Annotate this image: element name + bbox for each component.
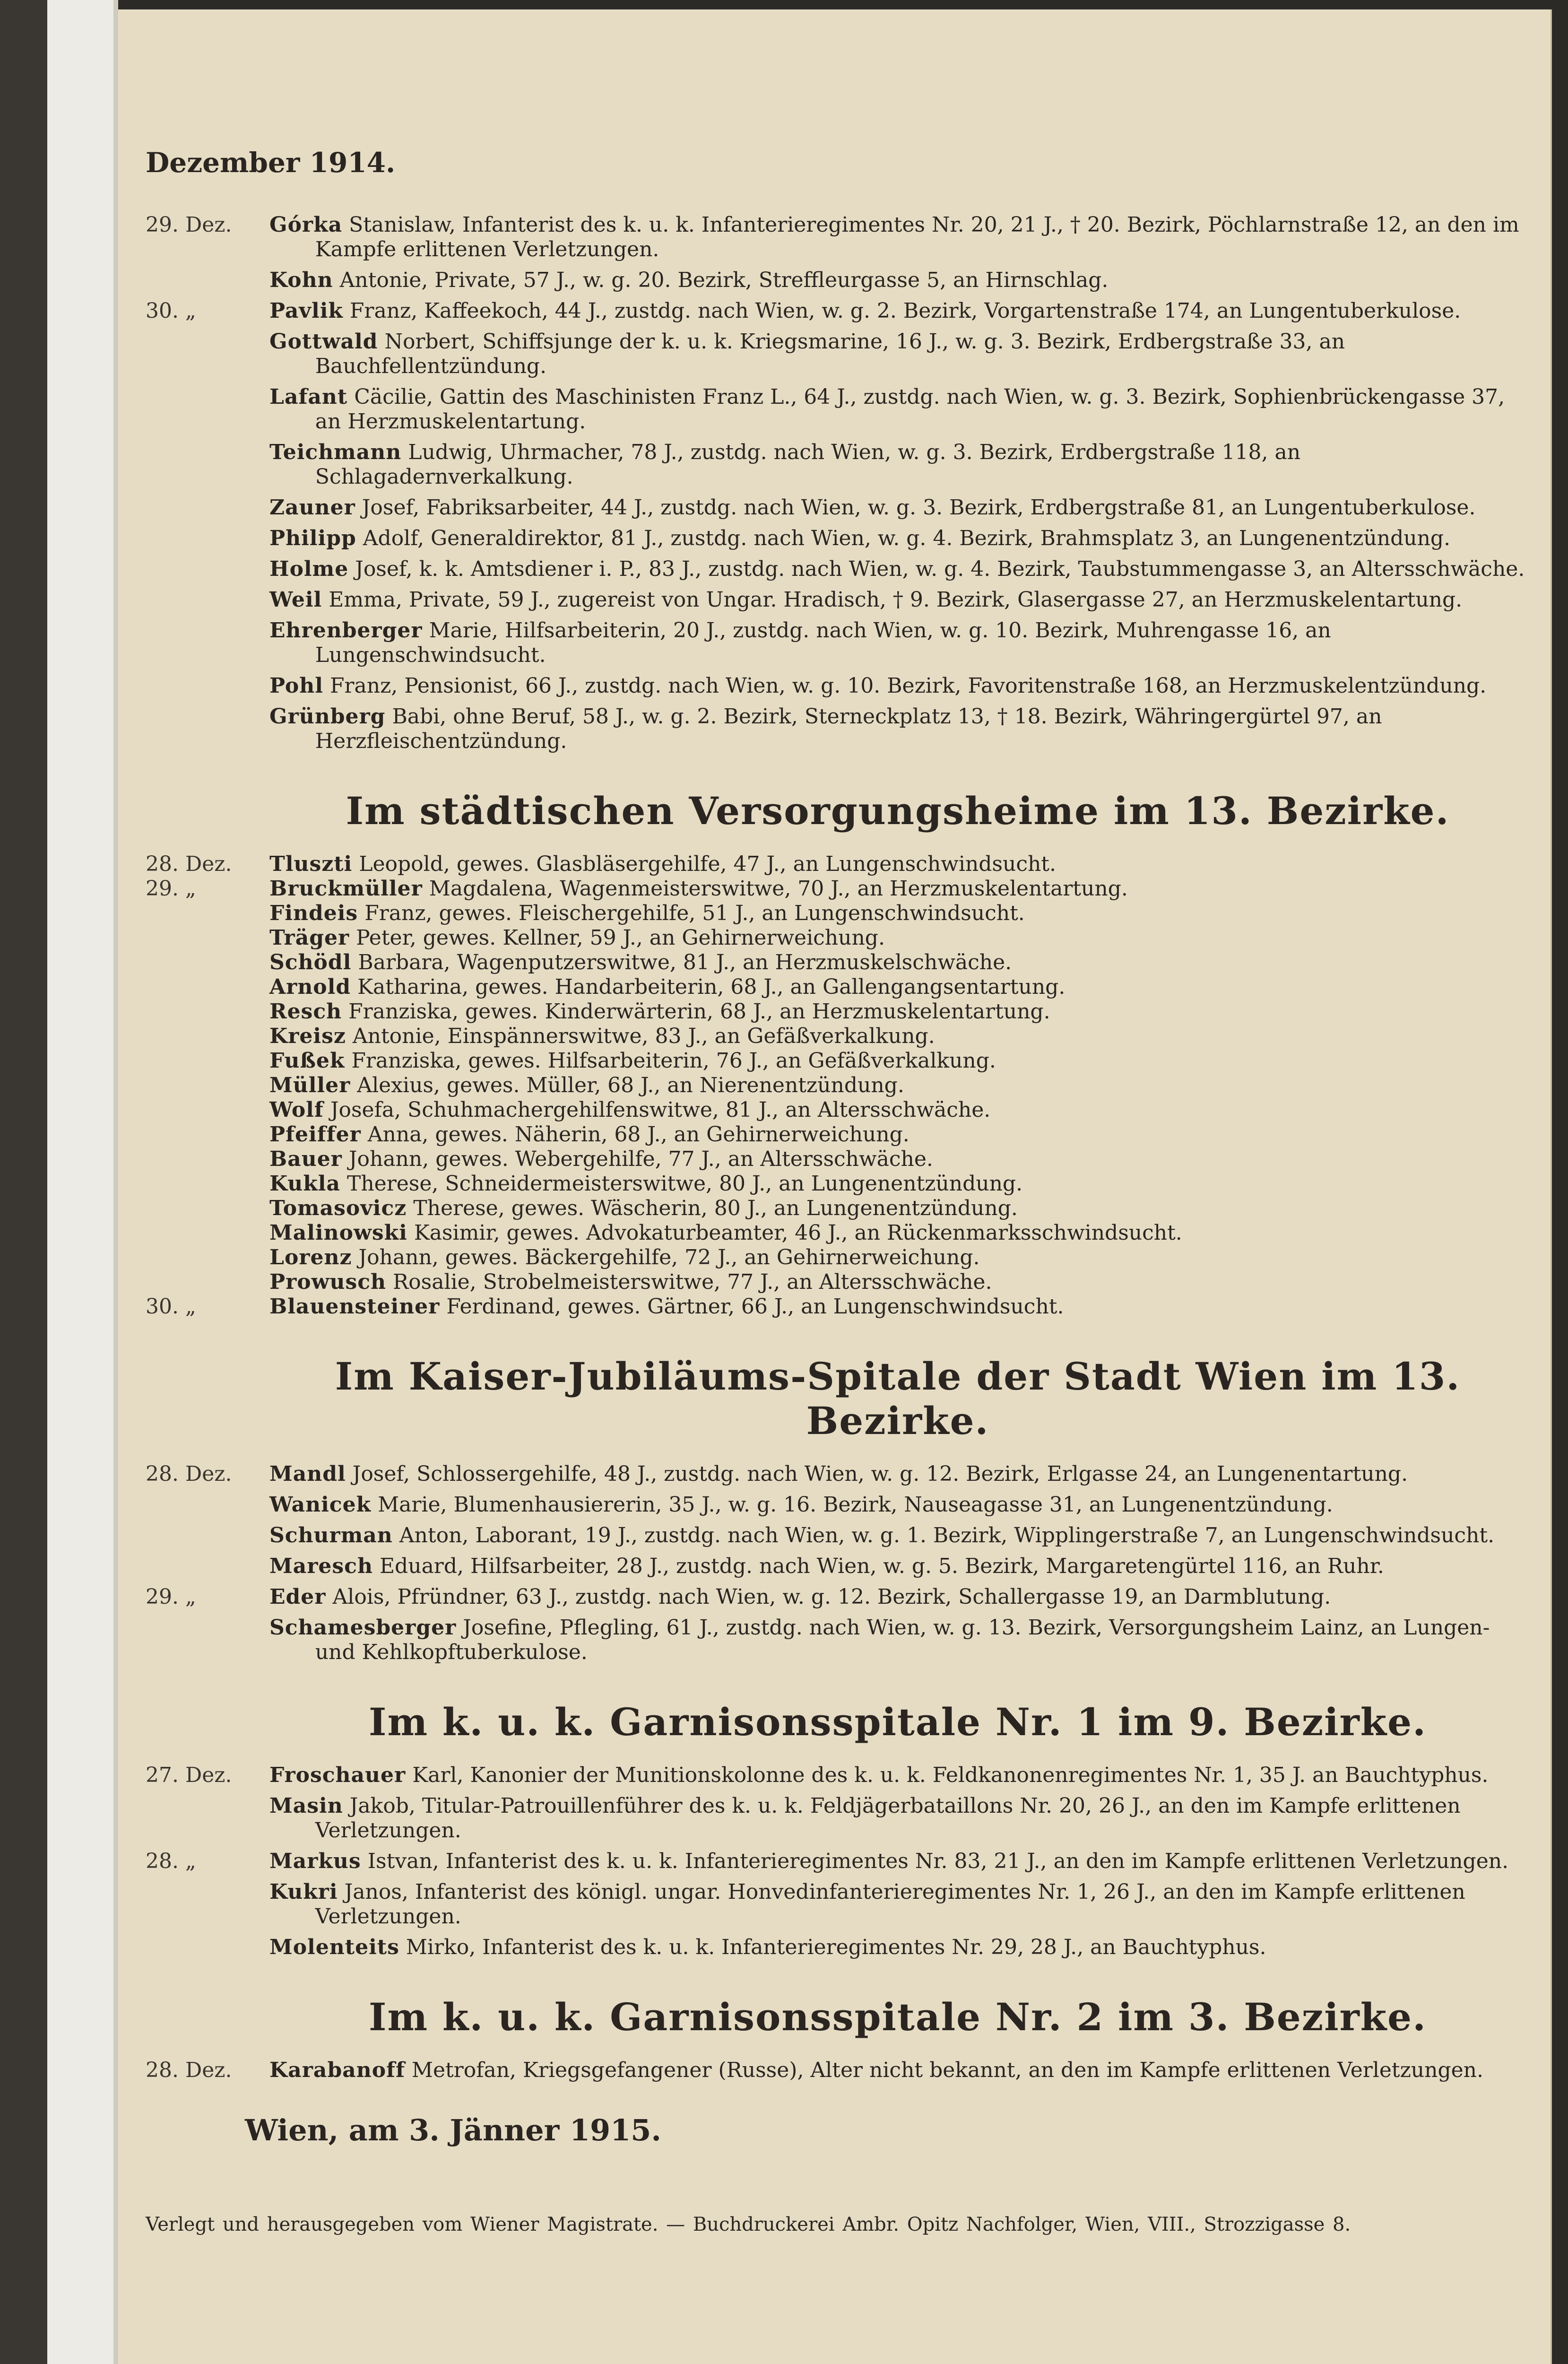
entry-surname: Eder (269, 1585, 326, 1609)
section-heading: Im k. u. k. Garnisonsspitale Nr. 2 im 3. Bezirke. (369, 1995, 1427, 2039)
entry-text (269, 1493, 1532, 1517)
entry-details: Babi, ohne Beruf, 58 J., w. g. 2. Bezirk, Sterneckplatz 13, † 18. Bezirk, Währingergürtel 97, an Herzfleischentzündung. (315, 704, 1382, 753)
entry-surname: Molenteits (269, 1935, 399, 1959)
entry-surname: Schamesberger (269, 1616, 457, 1640)
entry-surname: Malinowski (269, 1221, 407, 1245)
entry-date (146, 1122, 269, 1147)
entry-surname: Holme (269, 557, 349, 581)
entry-surname: Philipp (269, 526, 356, 550)
death-entry (146, 1147, 1532, 1172)
entry-surname: Karabanoff (269, 2058, 405, 2082)
entry-details: Josef, Schlossergehilfe, 48 J., zustdg. nach Wien, w. g. 12. Bezirk, Erlgasse 24, an Lungenentartung. (346, 1462, 1408, 1486)
institution-section (146, 789, 1532, 1319)
entry-text (269, 268, 1532, 293)
entry-date (146, 330, 269, 379)
entry-text (269, 1585, 1532, 1609)
entry-text (269, 385, 1532, 434)
entry-date: 28. Dez. (146, 852, 232, 876)
entry-text (269, 330, 1532, 379)
entry-surname: Weil (269, 588, 322, 612)
entry-details: Peter, gewes. Kellner, 59 J., an Gehirnerweichung. (349, 926, 885, 950)
entry-text (269, 1049, 1532, 1073)
entry-date (146, 999, 269, 1024)
death-entry (146, 495, 1532, 520)
entry-date (146, 975, 269, 999)
entry-details: Magdalena, Wagenmeisterswitwe, 70 J., an Herzmuskelentartung. (422, 877, 1128, 901)
entry-details: Josefine, Pflegling, 61 J., zustdg. nach Wien, w. g. 13. Bezirk, Versorgungsheim Lainz, an Lungen- und Kehlkopftuberkulose. (315, 1616, 1490, 1664)
entry-surname: Pfeiffer (269, 1122, 361, 1147)
book-spine-shadow (0, 0, 47, 2364)
entry-date: 28. Dez. (146, 2058, 232, 2082)
entry-date (146, 588, 269, 612)
entry-details: Norbert, Schiffsjunge der k. u. k. Kriegsmarine, 16 J., w. g. 3. Bezirk, Erdbergstraße 33, an Bauchfellentzündung. (315, 330, 1345, 378)
death-entry (146, 704, 1532, 754)
death-entry (146, 1196, 1532, 1221)
entry-text (269, 588, 1532, 612)
entry-surname: Pohl (269, 674, 323, 698)
entry-date (146, 950, 269, 975)
death-entry (146, 1295, 1532, 1319)
entry-surname: Wolf (269, 1098, 324, 1122)
death-entry (146, 1122, 1532, 1147)
entry-surname: Resch (269, 999, 342, 1024)
entry-surname: Maresch (269, 1554, 373, 1578)
entry-date (146, 1616, 269, 1665)
entry-details: Ludwig, Uhrmacher, 78 J., zustdg. nach Wien, w. g. 3. Bezirk, Erdbergstraße 118, an Schlagadernverkalkung. (315, 440, 1301, 489)
entry-surname: Zauner (269, 495, 355, 520)
entry-surname: Grünberg (269, 704, 386, 729)
entry-surname: Blauensteiner (269, 1295, 440, 1319)
entry-text (269, 1098, 1532, 1122)
entry-details: Josef, k. k. Amtsdiener i. P., 83 J., zustdg. nach Wien, w. g. 4. Bezirk, Taubstummengasse 3, an Altersschwäche. (348, 557, 1525, 581)
entry-surname: Pavlik (269, 299, 343, 323)
page-content (146, 147, 1532, 2235)
entry-details: Josef, Fabriksarbeiter, 44 J., zustdg. nach Wien, w. g. 3. Bezirk, Erdbergstraße 81, an Lungentuberkulose. (355, 495, 1476, 520)
entry-text (269, 1616, 1532, 1665)
entry-details: Mirko, Infanterist des k. u. k. Infanterieregimentes Nr. 29, 28 J., an Bauchtyphus. (399, 1935, 1266, 1959)
entry-date (146, 1794, 269, 1843)
entry-details: Istvan, Infanterist des k. u. k. Infanterieregimentes Nr. 83, 21 J., an den im Kampfe erlittenen Verletzungen. (361, 1849, 1509, 1873)
entry-text (269, 999, 1532, 1024)
entry-details: Kasimir, gewes. Advokaturbeamter, 46 J., an Rückenmarksschwindsucht. (407, 1221, 1182, 1245)
entry-text (269, 926, 1532, 950)
death-entry (146, 385, 1532, 434)
death-entry (146, 1763, 1532, 1788)
entry-date (146, 674, 269, 698)
book-spine-edge (113, 0, 118, 2364)
section-heading: Im k. u. k. Garnisonsspitale Nr. 1 im 9. Bezirke. (369, 1700, 1427, 1744)
entry-date: 28. „ (146, 1849, 196, 1873)
entry-text (269, 1147, 1532, 1172)
death-entry (146, 1880, 1532, 1929)
entry-date: 30. „ (146, 1295, 196, 1319)
death-entry (146, 1523, 1532, 1548)
entry-surname: Müller (269, 1073, 351, 1097)
death-entry (146, 1024, 1532, 1049)
entry-text (269, 1880, 1532, 1929)
entry-text (269, 1523, 1532, 1548)
entry-text (269, 1221, 1532, 1245)
entry-surname: Fußek (269, 1049, 345, 1073)
entry-date: 30. „ (146, 299, 196, 323)
entry-details: Karl, Kanonier der Munitionskolonne des k. u. k. Feldkanonenregimentes Nr. 1, 35 J. an Bauchtyphus. (406, 1763, 1489, 1787)
entry-text (269, 618, 1532, 668)
entry-text (269, 1172, 1532, 1196)
entry-details: Therese, Schneidermeisterswitwe, 80 J., an Lungenentzündung. (340, 1172, 1023, 1196)
death-entry (146, 901, 1532, 926)
entry-details: Adolf, Generaldirektor, 81 J., zustdg. nach Wien, w. g. 4. Bezirk, Brahmsplatz 3, an Lungenentzündung. (356, 526, 1451, 550)
entry-text (269, 950, 1532, 975)
entry-text (269, 1935, 1532, 1960)
entry-details: Ferdinand, gewes. Gärtner, 66 J., an Lungenschwindsucht. (440, 1295, 1064, 1319)
entry-details: Antonie, Einspännerswitwe, 83 J., an Gefäßverkalkung. (346, 1024, 935, 1048)
entry-details: Anna, gewes. Näherin, 68 J., an Gehirnerweichung. (361, 1122, 910, 1147)
entry-text (269, 1554, 1532, 1579)
entry-details: Franz, gewes. Fleischergehilfe, 51 J., an Lungenschwindsucht. (358, 901, 1025, 925)
entry-date (146, 1935, 269, 1960)
death-entry (146, 926, 1532, 950)
entry-details: Franz, Kaffeekoch, 44 J., zustdg. nach Wien, w. g. 2. Bezirk, Vorgartenstraße 174, an Lungentuberkulose. (343, 299, 1461, 323)
entry-surname: Mandl (269, 1462, 346, 1486)
page-paper (118, 9, 1552, 2364)
entry-date: 29. „ (146, 877, 196, 901)
opening-entries (146, 213, 1532, 754)
death-entry (146, 877, 1532, 901)
entry-date: 27. Dez. (146, 1763, 232, 1787)
entry-details: Metrofan, Kriegsgefangener (Russe), Alter nicht bekannt, an den im Kampfe erlittenen Verletzungen. (405, 2058, 1483, 2082)
entry-text (269, 1196, 1532, 1221)
entry-surname: Arnold (269, 975, 351, 999)
death-entry (146, 1616, 1532, 1665)
entry-date (146, 1245, 269, 1270)
entry-date: 29. „ (146, 1585, 196, 1609)
entry-date (146, 1049, 269, 1073)
entry-surname: Schurman (269, 1523, 393, 1547)
entry-surname: Tomasovicz (269, 1196, 407, 1220)
entry-date (146, 618, 269, 668)
entry-details: Franziska, gewes. Hilfsarbeiterin, 76 J., an Gefäßverkalkung. (345, 1049, 996, 1073)
entry-date (146, 1098, 269, 1122)
section-heading: Im städtischen Versorgungsheime im 13. Bezirke. (346, 789, 1450, 833)
month-heading: Dezember 1914. (146, 147, 396, 179)
entry-date (146, 526, 269, 551)
entry-text (269, 877, 1532, 901)
entry-details: Marie, Blumenhausiererin, 35 J., w. g. 16. Bezirk, Nauseagasse 31, an Lungenentzündung. (371, 1493, 1333, 1517)
entry-surname: Bruckmüller (269, 877, 423, 901)
death-entry (146, 330, 1532, 379)
entry-surname: Kreisz (269, 1024, 346, 1048)
death-entry (146, 299, 1532, 323)
entry-text (269, 1295, 1532, 1319)
entry-surname: Wanicek (269, 1493, 372, 1517)
entry-details: Katharina, gewes. Handarbeiterin, 68 J., an Gallengangsentartung. (351, 975, 1066, 999)
entry-surname: Lafant (269, 385, 348, 409)
entry-surname: Tluszti (269, 852, 353, 876)
entry-date: 29. Dez. (146, 213, 232, 237)
entry-details: Leopold, gewes. Glasbläsergehilfe, 47 J., an Lungenschwindsucht. (352, 852, 1056, 876)
entry-details: Antonie, Private, 57 J., w. g. 20. Bezirk, Streffleurgasse 5, an Hirnschlag. (333, 268, 1109, 292)
death-entry (146, 1221, 1532, 1245)
entry-date (146, 1554, 269, 1579)
entry-details: Franz, Pensionist, 66 J., zustdg. nach Wien, w. g. 10. Bezirk, Favoritenstraße 168, an Herzmuskelentzündung. (323, 674, 1487, 698)
entry-text (269, 526, 1532, 551)
entry-surname: Górka (269, 213, 343, 237)
death-entry (146, 1270, 1532, 1295)
death-entry (146, 1794, 1532, 1843)
entry-text (269, 704, 1532, 754)
entry-details: Stanislaw, Infanterist des k. u. k. Infanterieregimentes Nr. 20, 21 J., † 20. Bezirk, Pöchlarnstraße 12, an den im Kampfe erlittenen Verletzungen. (315, 213, 1519, 261)
entry-date (146, 1221, 269, 1245)
entry-details: Franziska, gewes. Kinderwärterin, 68 J., an Herzmuskelentartung. (342, 999, 1050, 1024)
entry-text (269, 975, 1532, 999)
death-entry (146, 1049, 1532, 1073)
death-entry (146, 268, 1532, 293)
institution-section (146, 1995, 1532, 2083)
entry-date (146, 1172, 269, 1196)
entry-details: Janos, Infanterist des königl. ungar. Honvedinfanterieregimentes Nr. 1, 26 J., an den im Kampfe erlittenen Verletzungen. (315, 1880, 1465, 1929)
death-entry (146, 1462, 1532, 1486)
entry-date (146, 1196, 269, 1221)
death-entry (146, 1935, 1532, 1960)
entry-details: Jakob, Titular-Patrouillenführer des k. u. k. Feldjägerbataillons Nr. 20, 26 J., an den im Kampfe erlittenen Verletzungen. (315, 1794, 1461, 1843)
death-entry (146, 975, 1532, 999)
death-entry (146, 440, 1532, 489)
entry-surname: Bauer (269, 1147, 342, 1171)
book-spine-paper (47, 0, 118, 2364)
entry-details: Emma, Private, 59 J., zugereist von Ungar. Hradisch, † 9. Bezirk, Glasergasse 27, an Herzmuskelentartung. (322, 588, 1463, 612)
entry-surname: Träger (269, 926, 350, 950)
death-entry (146, 674, 1532, 698)
entry-details: Barbara, Wagenputzerswitwe, 81 J., an Herzmuskelschwäche. (351, 950, 1012, 974)
entry-details: Johann, gewes. Bäckergehilfe, 72 J., an Gehirnerweichung. (352, 1245, 980, 1269)
entry-text (269, 1849, 1532, 1874)
entry-text (269, 1073, 1532, 1098)
entry-surname: Prowusch (269, 1270, 387, 1294)
entry-details: Alexius, gewes. Müller, 68 J., an Nierenentzündung. (350, 1073, 904, 1097)
entry-date (146, 1493, 269, 1517)
entry-surname: Gottwald (269, 330, 378, 354)
entry-date (146, 1147, 269, 1172)
death-entry (146, 1585, 1532, 1609)
entry-text (269, 1270, 1532, 1295)
entry-details: Josefa, Schuhmachergehilfenswitwe, 81 J., an Altersschwäche. (323, 1098, 991, 1122)
death-entry (146, 618, 1532, 668)
entry-text (269, 1763, 1532, 1788)
entry-text (269, 557, 1532, 582)
institution-sections (146, 789, 1532, 2083)
entry-surname: Markus (269, 1849, 361, 1873)
entry-text (269, 1245, 1532, 1270)
entry-surname: Kukla (269, 1172, 340, 1196)
entry-details: Anton, Laborant, 19 J., zustdg. nach Wien, w. g. 1. Bezirk, Wipplingerstraße 7, an Lungenschwindsucht. (392, 1523, 1495, 1547)
entry-text (269, 1024, 1532, 1049)
institution-section (146, 1700, 1532, 1960)
entry-date (146, 495, 269, 520)
entry-date: 28. Dez. (146, 1462, 232, 1486)
death-entry (146, 1493, 1532, 1517)
entry-surname: Lorenz (269, 1245, 352, 1269)
entry-text (269, 2058, 1532, 2083)
entry-surname: Findeis (269, 901, 358, 925)
entry-text (269, 495, 1532, 520)
entry-surname: Kohn (269, 268, 333, 292)
entry-surname: Schödl (269, 950, 352, 974)
entry-surname: Teichmann (269, 440, 402, 464)
death-entry (146, 852, 1532, 877)
entry-date (146, 1270, 269, 1295)
entry-text (269, 213, 1532, 262)
entry-date (146, 1073, 269, 1098)
entry-text (269, 901, 1532, 926)
entry-date (146, 1880, 269, 1929)
entry-details: Rosalie, Strobelmeisterswitwe, 77 J., an Altersschwäche. (386, 1270, 992, 1294)
death-entry (146, 1849, 1532, 1874)
death-entry (146, 213, 1532, 262)
institution-section (146, 1354, 1532, 1665)
entry-text (269, 1122, 1532, 1147)
closing-date-line: Wien, am 3. Jänner 1915. (245, 2113, 661, 2147)
entry-text (269, 440, 1532, 489)
entry-date (146, 440, 269, 489)
entry-details: Cäcilie, Gattin des Maschinisten Franz L., 64 J., zustdg. nach Wien, w. g. 3. Bezirk, Sophienbrückengasse 37, an Herzmuskelentartung. (315, 385, 1505, 434)
entry-details: Johann, gewes. Webergehilfe, 77 J., an Altersschwäche. (342, 1147, 933, 1171)
entry-details: Therese, gewes. Wäscherin, 80 J., an Lungenentzündung. (407, 1196, 1018, 1220)
death-entry (146, 557, 1532, 582)
entry-details: Marie, Hilfsarbeiterin, 20 J., zustdg. nach Wien, w. g. 10. Bezirk, Muhrengasse 16, an Lungenschwindsucht. (315, 618, 1331, 667)
entry-date (146, 385, 269, 434)
entry-text (269, 1794, 1532, 1843)
entry-date (146, 704, 269, 754)
death-entry (146, 1098, 1532, 1122)
entry-date (146, 268, 269, 293)
entry-date (146, 901, 269, 926)
entry-surname: Kukri (269, 1880, 338, 1904)
death-entry (146, 1172, 1532, 1196)
entry-text (269, 852, 1532, 877)
section-heading: Im Kaiser-Jubiläums-Spitale der Stadt Wien im 13. Bezirke. (335, 1354, 1461, 1443)
publisher-footer: Verlegt und herausgegeben vom Wiener Magistrate. — Buchdruckerei Ambr. Opitz Nachfolger, Wien, VIII., Strozzigasse 8. (146, 2214, 1351, 2235)
death-entry (146, 588, 1532, 612)
entry-text (269, 674, 1532, 698)
entry-details: Eduard, Hilfsarbeiter, 28 J., zustdg. nach Wien, w. g. 5. Bezirk, Margaretengürtel 116, an Ruhr. (373, 1554, 1384, 1578)
death-entry (146, 526, 1532, 551)
death-entry (146, 1245, 1532, 1270)
entry-surname: Ehrenberger (269, 618, 423, 643)
entry-date (146, 926, 269, 950)
entry-text (269, 299, 1532, 323)
entry-details: Alois, Pfründner, 63 J., zustdg. nach Wien, w. g. 12. Bezirk, Schallergasse 19, an Darmblutung. (326, 1585, 1331, 1609)
death-entry (146, 2058, 1532, 2083)
entry-surname: Masin (269, 1794, 343, 1818)
entry-surname: Froschauer (269, 1763, 406, 1787)
death-entry (146, 999, 1532, 1024)
death-entry (146, 1554, 1532, 1579)
entry-date (146, 1024, 269, 1049)
death-entry (146, 950, 1532, 975)
death-entry (146, 1073, 1532, 1098)
entry-date (146, 557, 269, 582)
entry-date (146, 1523, 269, 1548)
entry-text (269, 1462, 1532, 1486)
